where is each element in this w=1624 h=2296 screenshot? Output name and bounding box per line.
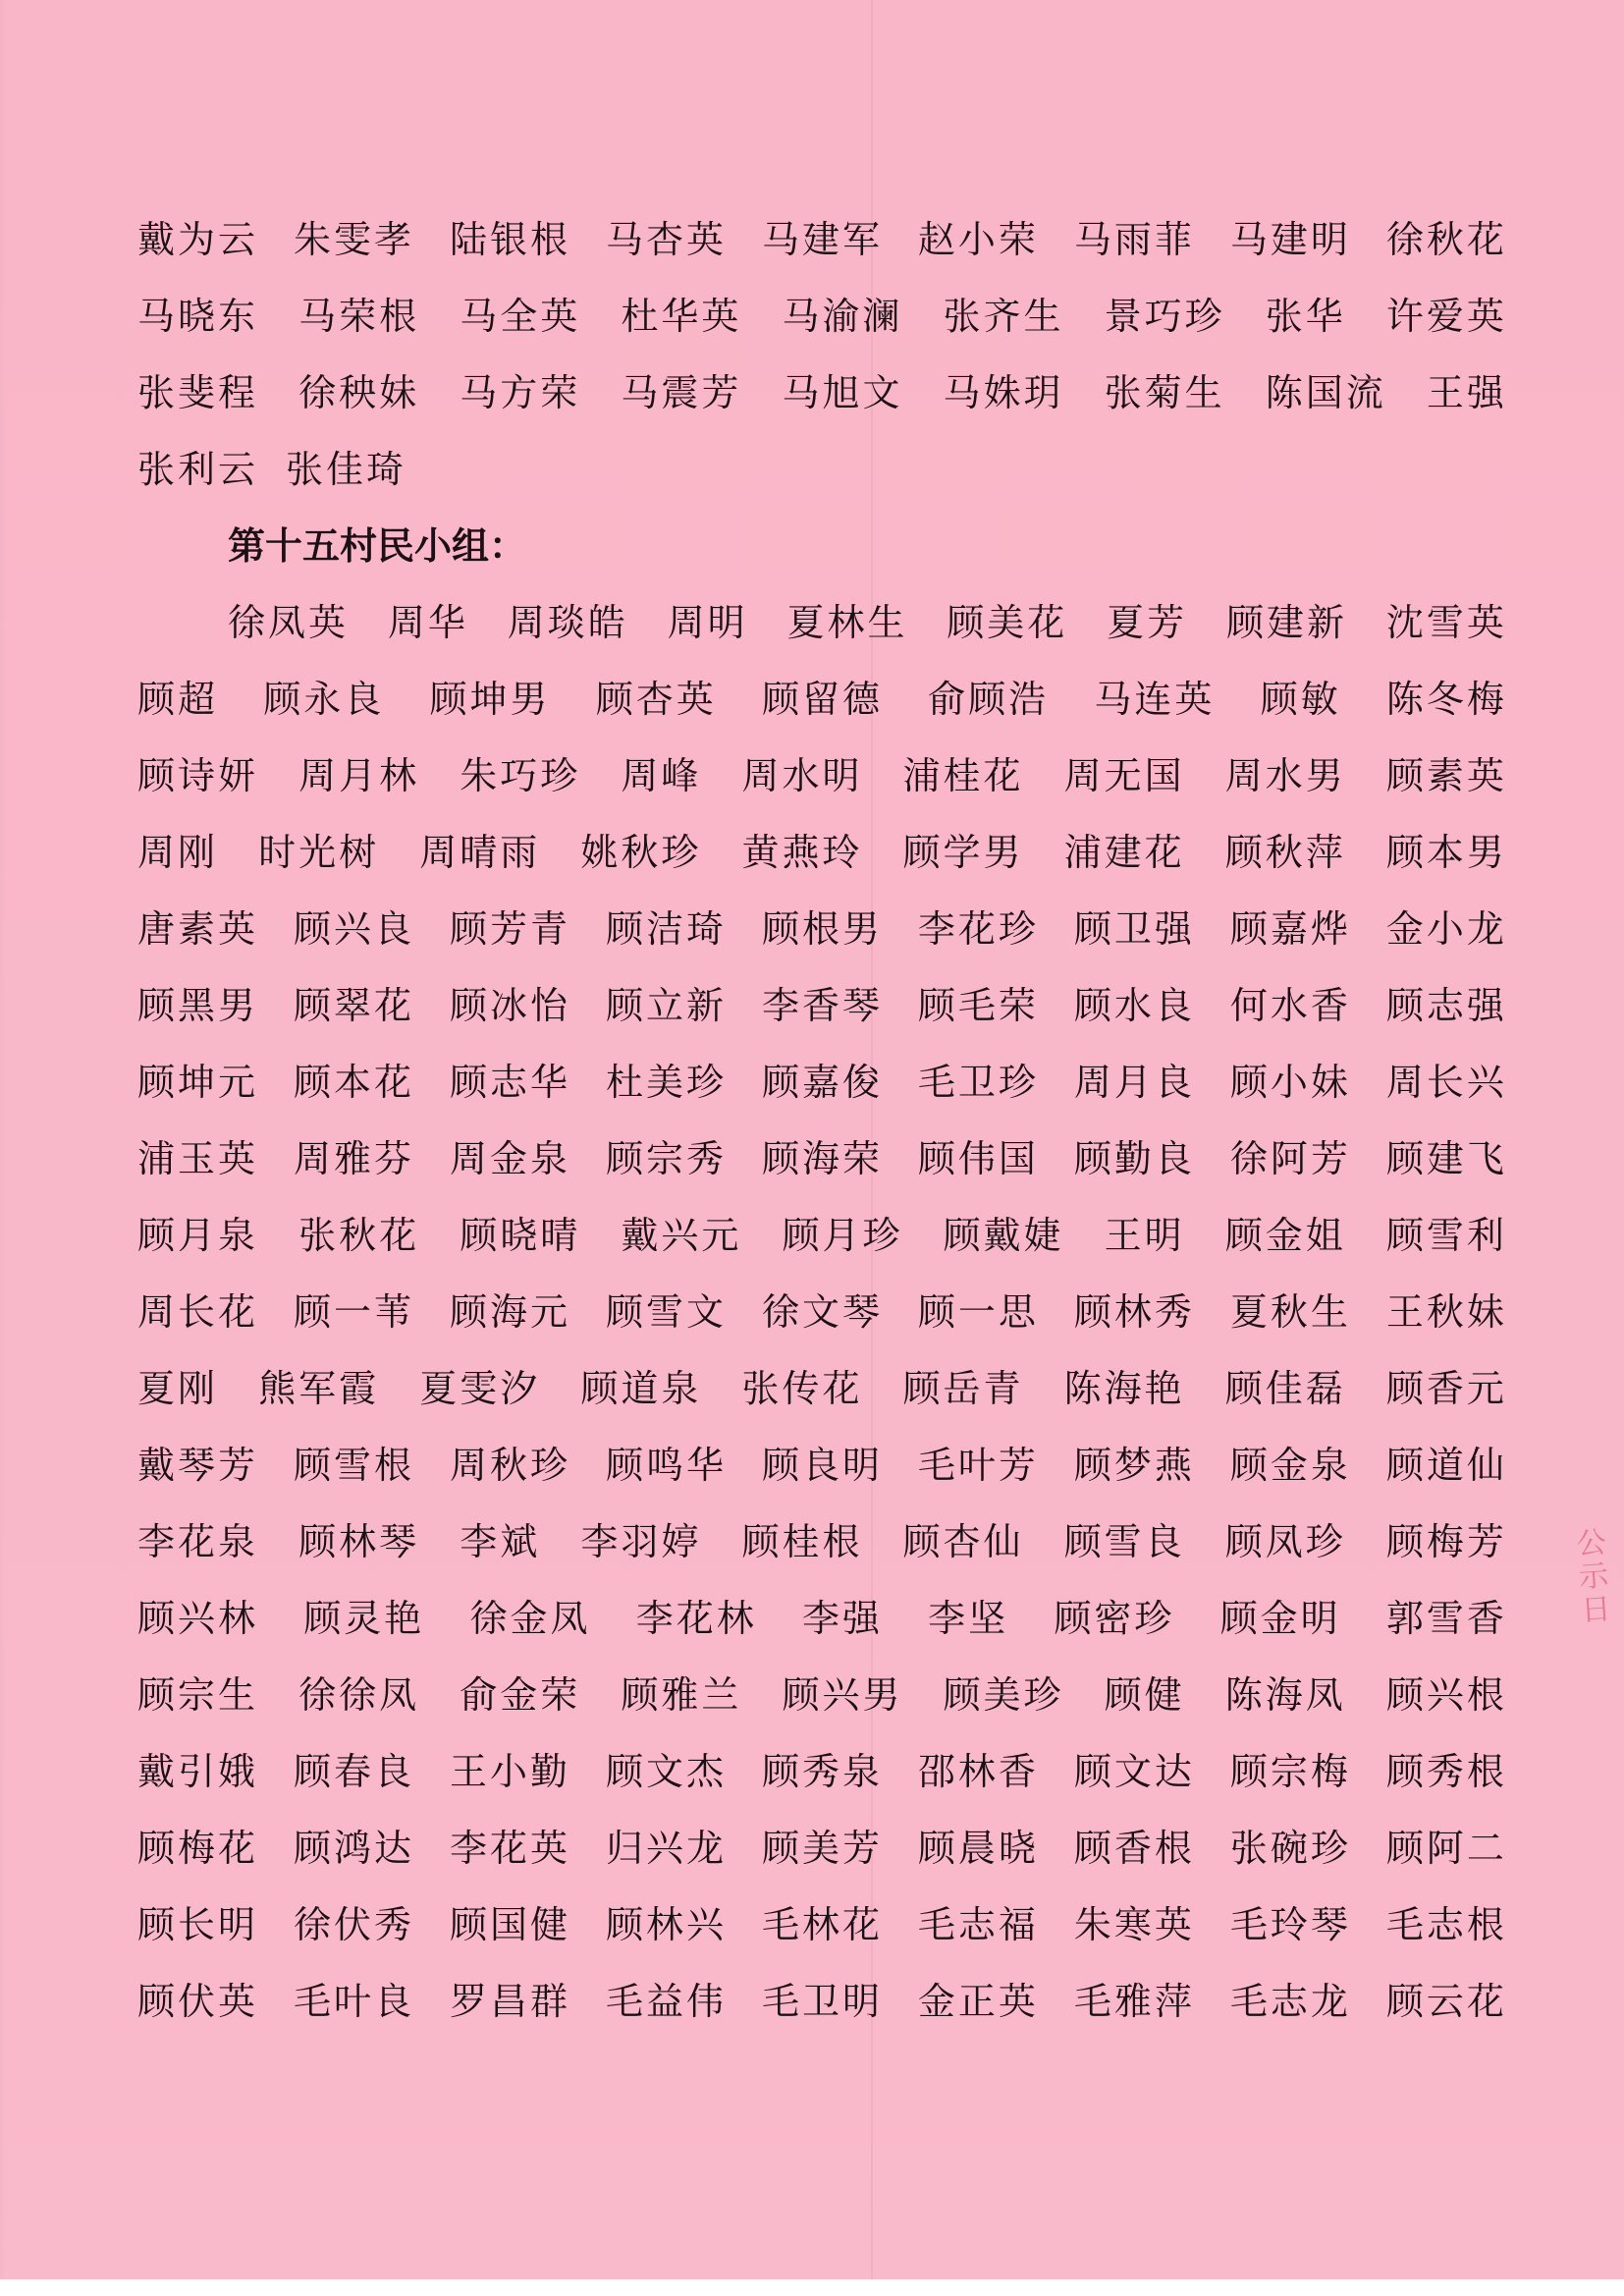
person-name: 顾宗秀: [605, 1137, 727, 1180]
person-name: 顾杏英: [595, 678, 717, 721]
person-name: 毛玲琴: [1229, 1903, 1351, 1946]
person-name: 顾凤珍: [1224, 1520, 1346, 1563]
person-name: 陈冬梅: [1385, 678, 1507, 721]
person-name: 顾海元: [449, 1290, 570, 1334]
person-name: 戴琴芳: [137, 1444, 259, 1487]
name-line: [137, 1580, 1507, 1657]
name-line: [137, 1427, 1507, 1503]
name-line: [137, 1657, 1507, 1733]
person-name: 陈国流: [1265, 371, 1386, 414]
name-line: [137, 1197, 1507, 1274]
person-name: 顾超: [137, 678, 219, 721]
person-name: 毛卫珍: [917, 1061, 1039, 1104]
person-name: 顾桂根: [741, 1520, 863, 1563]
person-name: 毛志福: [917, 1903, 1039, 1946]
person-name: 顾杏仙: [902, 1520, 1024, 1563]
person-name: 顾健: [1104, 1673, 1185, 1717]
scan-border: [0, 2279, 1624, 2296]
name-line: [137, 1963, 1507, 2040]
person-name: 顾林琴: [298, 1520, 420, 1563]
person-name: 马晓东: [137, 295, 259, 338]
person-name: 顾学男: [902, 831, 1024, 874]
person-name: 周水明: [741, 754, 863, 797]
person-name: 周月良: [1073, 1061, 1195, 1104]
person-name: 顾宗梅: [1229, 1750, 1351, 1793]
person-name: 许爱英: [1385, 295, 1507, 338]
name-line: [137, 661, 1507, 738]
person-name: 顾伟国: [917, 1137, 1039, 1180]
person-name: 张秋花: [298, 1214, 420, 1257]
person-name: 顾黑男: [137, 984, 259, 1027]
person-name: 顾毛荣: [917, 984, 1039, 1027]
person-name: 张佳琦: [286, 448, 407, 491]
name-line: [137, 1274, 1507, 1350]
person-name: 顾芳青: [449, 907, 570, 951]
person-name: 顾戴婕: [943, 1214, 1064, 1257]
person-name: 顾晓晴: [460, 1214, 581, 1257]
person-name: 顾雅兰: [621, 1673, 742, 1717]
name-line: [137, 201, 1507, 278]
person-name: 徐徐凤: [298, 1673, 420, 1717]
person-name: 浦玉英: [137, 1137, 259, 1180]
person-name: 顾小妹: [1229, 1061, 1351, 1104]
person-name: 顾水良: [1073, 984, 1195, 1027]
person-name: 李坚: [928, 1597, 1009, 1640]
person-name: 周无国: [1063, 754, 1185, 797]
person-name: 马全英: [460, 295, 581, 338]
person-name: 夏秋生: [1229, 1290, 1351, 1334]
person-name: 李羽婷: [580, 1520, 702, 1563]
person-name: 顾嘉俊: [761, 1061, 883, 1104]
person-name: 毛叶芳: [917, 1444, 1039, 1487]
person-name: 顾美珍: [943, 1673, 1064, 1717]
name-line: [137, 814, 1507, 891]
person-name: 毛卫明: [761, 1980, 883, 2023]
name-line: [137, 1733, 1507, 1810]
person-name: 李花林: [635, 1597, 757, 1640]
person-name: 顾鸿达: [293, 1827, 414, 1870]
name-line: [137, 891, 1507, 967]
person-name: 李香琴: [761, 984, 883, 1027]
person-name: 毛雅萍: [1073, 1980, 1195, 2023]
person-name: 徐凤英: [228, 601, 350, 644]
person-name: 顾志华: [449, 1061, 570, 1104]
person-name: 顾一苇: [293, 1290, 414, 1334]
person-name: 顾香根: [1073, 1827, 1195, 1870]
person-name: 戴引娥: [137, 1750, 259, 1793]
person-name: 顾嘉烨: [1229, 907, 1351, 951]
person-name: 时光树: [258, 831, 380, 874]
person-name: 顾秋萍: [1224, 831, 1346, 874]
group-fifteen-names: [137, 584, 1507, 2040]
person-name: 王秋妹: [1385, 1290, 1507, 1334]
group-heading: 第十五村民小组：: [228, 524, 527, 568]
person-name: 毛志龙: [1229, 1980, 1351, 2023]
person-name: 俞顾浩: [928, 678, 1050, 721]
person-name: 俞金荣: [460, 1673, 581, 1717]
person-name: 顾岳青: [902, 1367, 1024, 1410]
person-name: 顾兴良: [293, 907, 414, 951]
person-name: 顾勤良: [1073, 1137, 1195, 1180]
person-name: 顾洁琦: [605, 907, 727, 951]
person-name: 顾一思: [917, 1290, 1039, 1334]
person-name: 顾长明: [137, 1903, 259, 1946]
person-name: 金小龙: [1385, 907, 1507, 951]
person-name: 顾卫强: [1073, 907, 1195, 951]
person-name: 陈海凤: [1224, 1673, 1346, 1717]
person-name: 顾金泉: [1229, 1444, 1351, 1487]
person-name: 顾密珍: [1054, 1597, 1175, 1640]
person-name: 马荣根: [298, 295, 420, 338]
person-name: 李花珍: [917, 907, 1039, 951]
person-name: 顾鸣华: [605, 1444, 727, 1487]
person-name: 毛叶良: [293, 1980, 414, 2023]
person-name: 顾秀根: [1385, 1750, 1507, 1793]
person-name: 夏刚: [137, 1367, 219, 1410]
person-name: 顾月泉: [137, 1214, 259, 1257]
person-name: 顾梦燕: [1073, 1444, 1195, 1487]
person-name: 邵林香: [917, 1750, 1039, 1793]
person-name: 顾本男: [1385, 831, 1507, 874]
person-name: 李斌: [460, 1520, 541, 1563]
name-line: [137, 1350, 1507, 1427]
person-name: 夏芳: [1107, 601, 1188, 644]
person-name: 罗昌群: [449, 1980, 570, 2023]
person-name: 毛益伟: [605, 1980, 727, 2023]
name-line: [137, 1810, 1507, 1886]
person-name: 朱巧珍: [460, 754, 581, 797]
person-name: 顾永良: [263, 678, 385, 721]
person-name: 杜美珍: [605, 1061, 727, 1104]
person-name: 顾香元: [1385, 1367, 1507, 1410]
name-line: [137, 1121, 1507, 1197]
person-name: 马方荣: [460, 371, 581, 414]
person-name: 李花英: [449, 1827, 570, 1870]
name-line: [137, 738, 1507, 814]
person-name: 顾良明: [761, 1444, 883, 1487]
person-name: 顾立新: [605, 984, 727, 1027]
person-name: 顾道仙: [1385, 1444, 1507, 1487]
person-name: 顾梅花: [137, 1827, 259, 1870]
person-name: 毛志根: [1385, 1903, 1507, 1946]
person-name: 顾道泉: [580, 1367, 702, 1410]
person-name: 王小勤: [449, 1750, 570, 1793]
person-name: 景巧珍: [1104, 295, 1225, 338]
person-name: 归兴龙: [605, 1827, 727, 1870]
person-name: 顾金姐: [1224, 1214, 1346, 1257]
person-name: 马建明: [1229, 218, 1351, 261]
person-name: 周华: [387, 601, 468, 644]
person-name: 周秋珍: [449, 1444, 570, 1487]
person-name: 周晴雨: [419, 831, 541, 874]
person-name: 顾冰怡: [449, 984, 570, 1027]
person-name: 周长兴: [1385, 1061, 1507, 1104]
person-name: 赵小荣: [917, 218, 1039, 261]
name-line: [137, 1886, 1507, 1963]
person-name: 周水男: [1224, 754, 1346, 797]
person-name: 毛林花: [761, 1903, 883, 1946]
name-line: [137, 1044, 1507, 1121]
person-name: 周金泉: [449, 1137, 570, 1180]
person-name: 徐文琴: [761, 1290, 883, 1334]
person-name: 顾佳磊: [1224, 1367, 1346, 1410]
person-name: 熊军霞: [258, 1367, 380, 1410]
person-name: 顾灵艳: [303, 1597, 425, 1640]
person-name: 顾美花: [947, 601, 1068, 644]
person-name: 顾雪根: [293, 1444, 414, 1487]
name-line: [137, 278, 1507, 355]
name-line: [137, 355, 1507, 431]
person-name: 顾梅芳: [1385, 1520, 1507, 1563]
person-name: 顾伏英: [137, 1980, 259, 2023]
person-name: 顾雪良: [1063, 1520, 1185, 1563]
person-name: 周长花: [137, 1290, 259, 1334]
person-name: 马建军: [761, 218, 883, 261]
person-name: 顾本花: [293, 1061, 414, 1104]
person-name: 马雨菲: [1073, 218, 1195, 261]
person-name: 郭雪香: [1385, 1597, 1507, 1640]
person-name: 夏雯汐: [419, 1367, 541, 1410]
person-name: 顾建新: [1226, 601, 1348, 644]
person-name: 顾宗生: [137, 1673, 259, 1717]
person-name: 周峰: [621, 754, 702, 797]
person-name: 马姝玥: [943, 371, 1064, 414]
person-name: 周月林: [298, 754, 420, 797]
person-name: 顾文杰: [605, 1750, 727, 1793]
person-name: 张利云: [137, 448, 259, 491]
person-name: 顾坤男: [429, 678, 551, 721]
name-line: [137, 967, 1507, 1044]
person-name: 张菊生: [1104, 371, 1225, 414]
person-name: 顾志强: [1385, 984, 1507, 1027]
person-name: 李强: [801, 1597, 883, 1640]
name-line: [137, 584, 1507, 661]
person-name: 顾建飞: [1385, 1137, 1507, 1180]
name-line: [137, 1503, 1507, 1580]
person-name: 徐阿芳: [1229, 1137, 1351, 1180]
person-name: 顾晨晓: [917, 1827, 1039, 1870]
person-name: 徐伏秀: [293, 1903, 414, 1946]
person-name: 顾文达: [1073, 1750, 1195, 1793]
person-name: 顾林秀: [1073, 1290, 1195, 1334]
person-name: 周雅芬: [293, 1137, 414, 1180]
person-name: 顾根男: [761, 907, 883, 951]
person-name: 浦建花: [1063, 831, 1185, 874]
person-name: 马连英: [1094, 678, 1216, 721]
person-name: 顾金明: [1219, 1597, 1341, 1640]
person-name: 顾云花: [1385, 1980, 1507, 2023]
person-name: 顾坤元: [137, 1061, 259, 1104]
person-name: 黄燕玲: [741, 831, 863, 874]
person-name: 张斐程: [137, 371, 259, 414]
person-name: 戴为云: [137, 218, 259, 261]
person-name: 顾春良: [293, 1750, 414, 1793]
person-name: 顾月珍: [782, 1214, 903, 1257]
person-name: 王强: [1426, 371, 1507, 414]
person-name: 马渝澜: [782, 295, 903, 338]
previous-group-names: [137, 201, 1507, 508]
person-name: 周刚: [137, 831, 219, 874]
person-name: 顾诗妍: [137, 754, 259, 797]
person-name: 顾敏: [1260, 678, 1341, 721]
person-name: 戴兴元: [621, 1214, 742, 1257]
person-name: 顾海荣: [761, 1137, 883, 1180]
person-name: 张碗珍: [1229, 1827, 1351, 1870]
person-name: 周琰皓: [507, 601, 628, 644]
name-list: [137, 201, 1507, 2040]
person-name: 顾兴男: [782, 1673, 903, 1717]
person-name: 姚秋珍: [580, 831, 702, 874]
person-name: 徐金凤: [469, 1597, 591, 1640]
person-name: 顾美芳: [761, 1827, 883, 1870]
name-line: [137, 431, 1507, 508]
person-name: 顾国健: [449, 1903, 570, 1946]
person-name: 徐秋花: [1385, 218, 1507, 261]
person-name: 顾雪利: [1385, 1214, 1507, 1257]
person-name: 顾素英: [1385, 754, 1507, 797]
person-name: 金正英: [917, 1980, 1039, 2023]
person-name: 顾秀泉: [761, 1750, 883, 1793]
person-name: 马震芳: [621, 371, 742, 414]
person-name: 周明: [667, 601, 748, 644]
person-name: 张传花: [741, 1367, 863, 1410]
person-name: 张齐生: [943, 295, 1064, 338]
person-name: 顾林兴: [605, 1903, 727, 1946]
person-name: 唐素英: [137, 907, 259, 951]
person-name: 朱雯孝: [293, 218, 414, 261]
person-name: 杜华英: [621, 295, 742, 338]
person-name: 马旭文: [782, 371, 903, 414]
seal-stamp: 公示日: [1569, 1526, 1611, 1629]
person-name: 李花泉: [137, 1520, 259, 1563]
person-name: 顾兴林: [137, 1597, 259, 1640]
person-name: 陈海艳: [1063, 1367, 1185, 1410]
person-name: 顾留德: [761, 678, 883, 721]
person-name: 顾阿二: [1385, 1827, 1507, 1870]
person-name: 王明: [1104, 1214, 1185, 1257]
person-name: 沈雪英: [1385, 601, 1507, 644]
person-name: 夏林生: [786, 601, 908, 644]
person-name: 浦桂花: [902, 754, 1024, 797]
person-name: 顾兴根: [1385, 1673, 1507, 1717]
person-name: 朱寒英: [1073, 1903, 1195, 1946]
person-name: 何水香: [1229, 984, 1351, 1027]
person-name: 马杏英: [605, 218, 727, 261]
person-name: 陆银根: [449, 218, 570, 261]
person-name: 顾雪文: [605, 1290, 727, 1334]
person-name: 张华: [1265, 295, 1346, 338]
person-name: 顾翠花: [293, 984, 414, 1027]
person-name: 徐秧妹: [298, 371, 420, 414]
